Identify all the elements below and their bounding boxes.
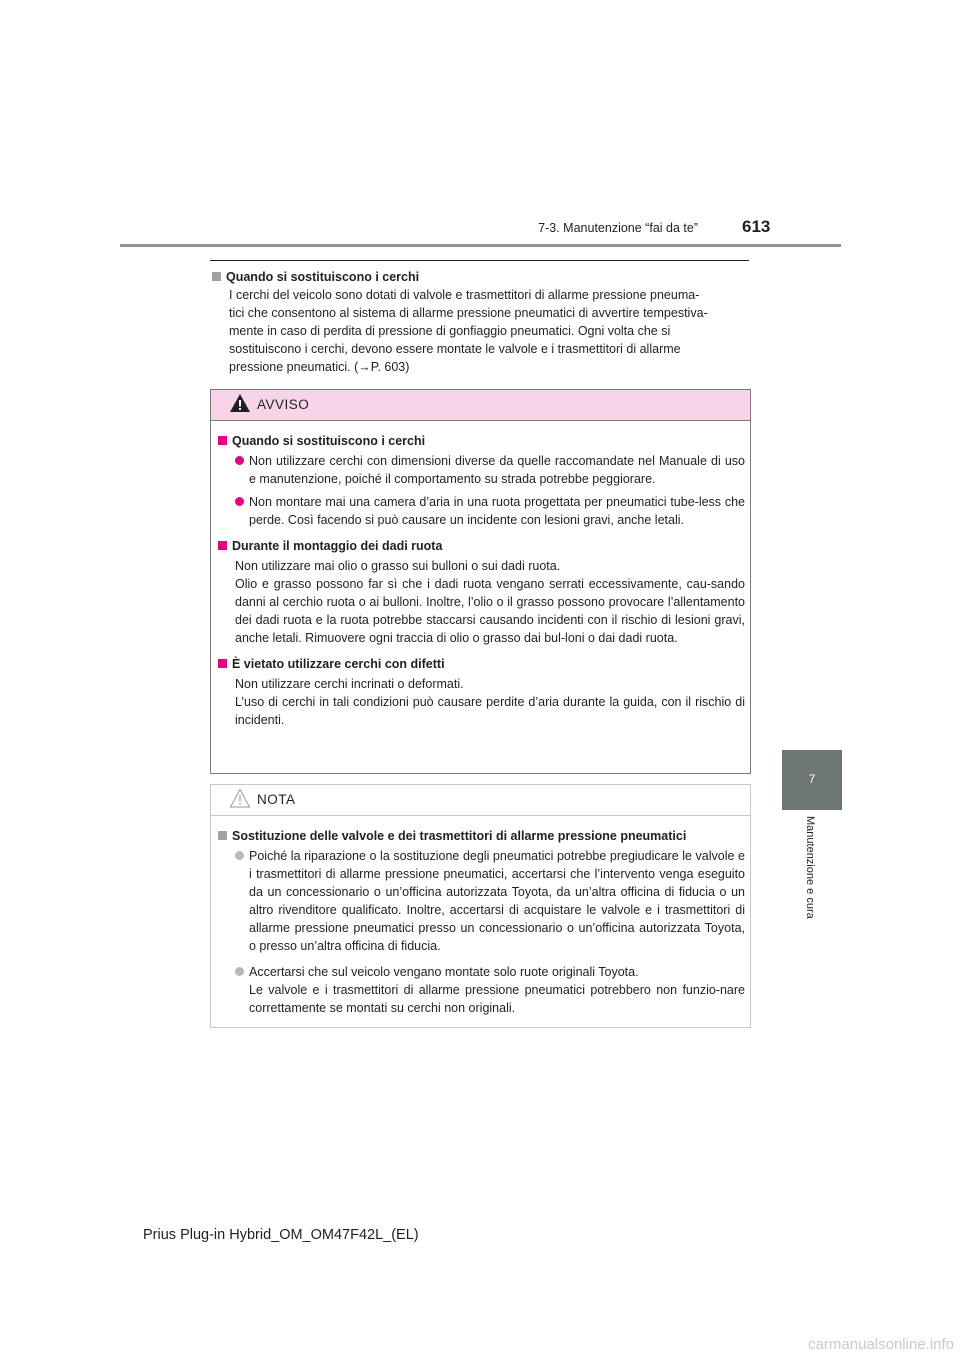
list-item-continuation: Le valvole e i trasmettitori di allarme pressione pneumatici potrebbero non funzio-nare correttamente se montati su cerchi non originali. (249, 983, 745, 1015)
page-number: 613 (742, 217, 771, 236)
intro-paragraph: I cerchi del veicolo sono dotati di valvole e trasmettitori di allarme pressione pneuma- tici che consentono al sistema di allarme pressione pneumatici di avvertire tempestiva- mente in caso di perdita di pressione di gonfiaggio pneumatici. Ogni volta che si sostituiscono i cerchi, devono essere montate le valvole e i trasmettitori di allarme pressione pneumatici. (→P. 603) (229, 288, 708, 374)
list-item: Non montare mai una camera d’aria in una ruota progettata per pneumatici tube-less che perde. Così facendo si può causare un incidente con lesioni gravi, anche letali. (218, 493, 745, 529)
content-rule (210, 260, 749, 261)
note-section-title: Sostituzione delle valvole e dei trasmettitori di allarme pressione pneumatici (218, 827, 745, 845)
warning-section-title: Durante il montaggio dei dadi ruota (218, 537, 745, 555)
square-bullet-icon (212, 272, 221, 281)
section-header: 7-3. Manutenzione “fai da te” (538, 221, 698, 235)
caution-triangle-icon (229, 788, 251, 808)
warning-text: L’uso di cerchi in tali condizioni può causare perdite d’aria durante la guida, con il rischio di incidenti. (235, 695, 745, 727)
warning-label: AVVISO (257, 397, 310, 412)
warning-text: Non utilizzare cerchi incrinati o deformati. (235, 677, 464, 691)
warning-triangle-icon (229, 393, 251, 413)
note-header (211, 785, 750, 816)
chapter-label: Manutenzione e cura (804, 816, 816, 919)
header-rule (120, 244, 841, 247)
warning-section-title: Quando si sostituiscono i cerchi (218, 432, 745, 450)
watermark: carmanualsonline.info (808, 1336, 954, 1353)
bullet-dot-icon (235, 456, 244, 465)
list-item: Non utilizzare cerchi con dimensioni diverse da quelle raccomandate nel Manuale di uso e manutenzione, poiché il comportamento su strada potrebbe peggiorare. (218, 452, 745, 488)
intro-title: Quando si sostituiscono i cerchi (212, 268, 744, 286)
chapter-tab (782, 750, 842, 810)
note-body (211, 816, 750, 1017)
square-bullet-icon (218, 436, 227, 445)
footer-model: Prius Plug-in Hybrid_OM_OM47F42L_(EL) (143, 1227, 419, 1243)
warning-text: Non utilizzare mai olio o grasso sui bulloni o sui dadi ruota. (235, 559, 561, 573)
warning-body (211, 421, 750, 729)
square-bullet-icon (218, 541, 227, 550)
list-item: Poiché la riparazione o la sostituzione degli pneumatici potrebbe pregiudicare le valvole e i trasmettitori di allarme pressione pneumatici, accertarsi che l’intervento venga eseguito da un concessionario o un’officina autorizzata Toyota, da un’altra officina di fiducia o un altro rivenditore qualificato. Inoltre, accertarsi di acquistare le valvole e i trasmettitori di allarme pressione pneumatici presso un concessionario o un’officina autorizzata Toyota, o presso un’altra officina di fiducia. (218, 847, 745, 955)
note-box (210, 784, 751, 1028)
bullet-dot-icon (235, 497, 244, 506)
list-item: Accertarsi che sul veicolo vengano montate solo ruote originali Toyota. (218, 963, 745, 981)
warning-box (210, 389, 751, 774)
bullet-dot-icon (235, 967, 244, 976)
warning-section-title: È vietato utilizzare cerchi con difetti (218, 655, 745, 673)
bullet-dot-icon (235, 851, 244, 860)
intro-section (212, 268, 744, 376)
warning-header (211, 390, 750, 421)
chapter-number: 7 (808, 772, 816, 786)
square-bullet-icon (218, 659, 227, 668)
warning-text: Olio e grasso possono far sì che i dadi ruota vengano serrati eccessivamente, cau-sando danni al cerchio ruota o ai bulloni. Inoltre, l’olio o il grasso possono provocare l’allentamento dei dadi ruota e la ruota potrebbe staccarsi causando incidenti con il rischio di lesioni gravi, anche letali. Rimuovere ogni traccia di olio o grasso dai bul-loni o dai dadi ruota. (235, 577, 745, 645)
square-bullet-icon (218, 831, 227, 840)
note-label: NOTA (257, 792, 296, 807)
